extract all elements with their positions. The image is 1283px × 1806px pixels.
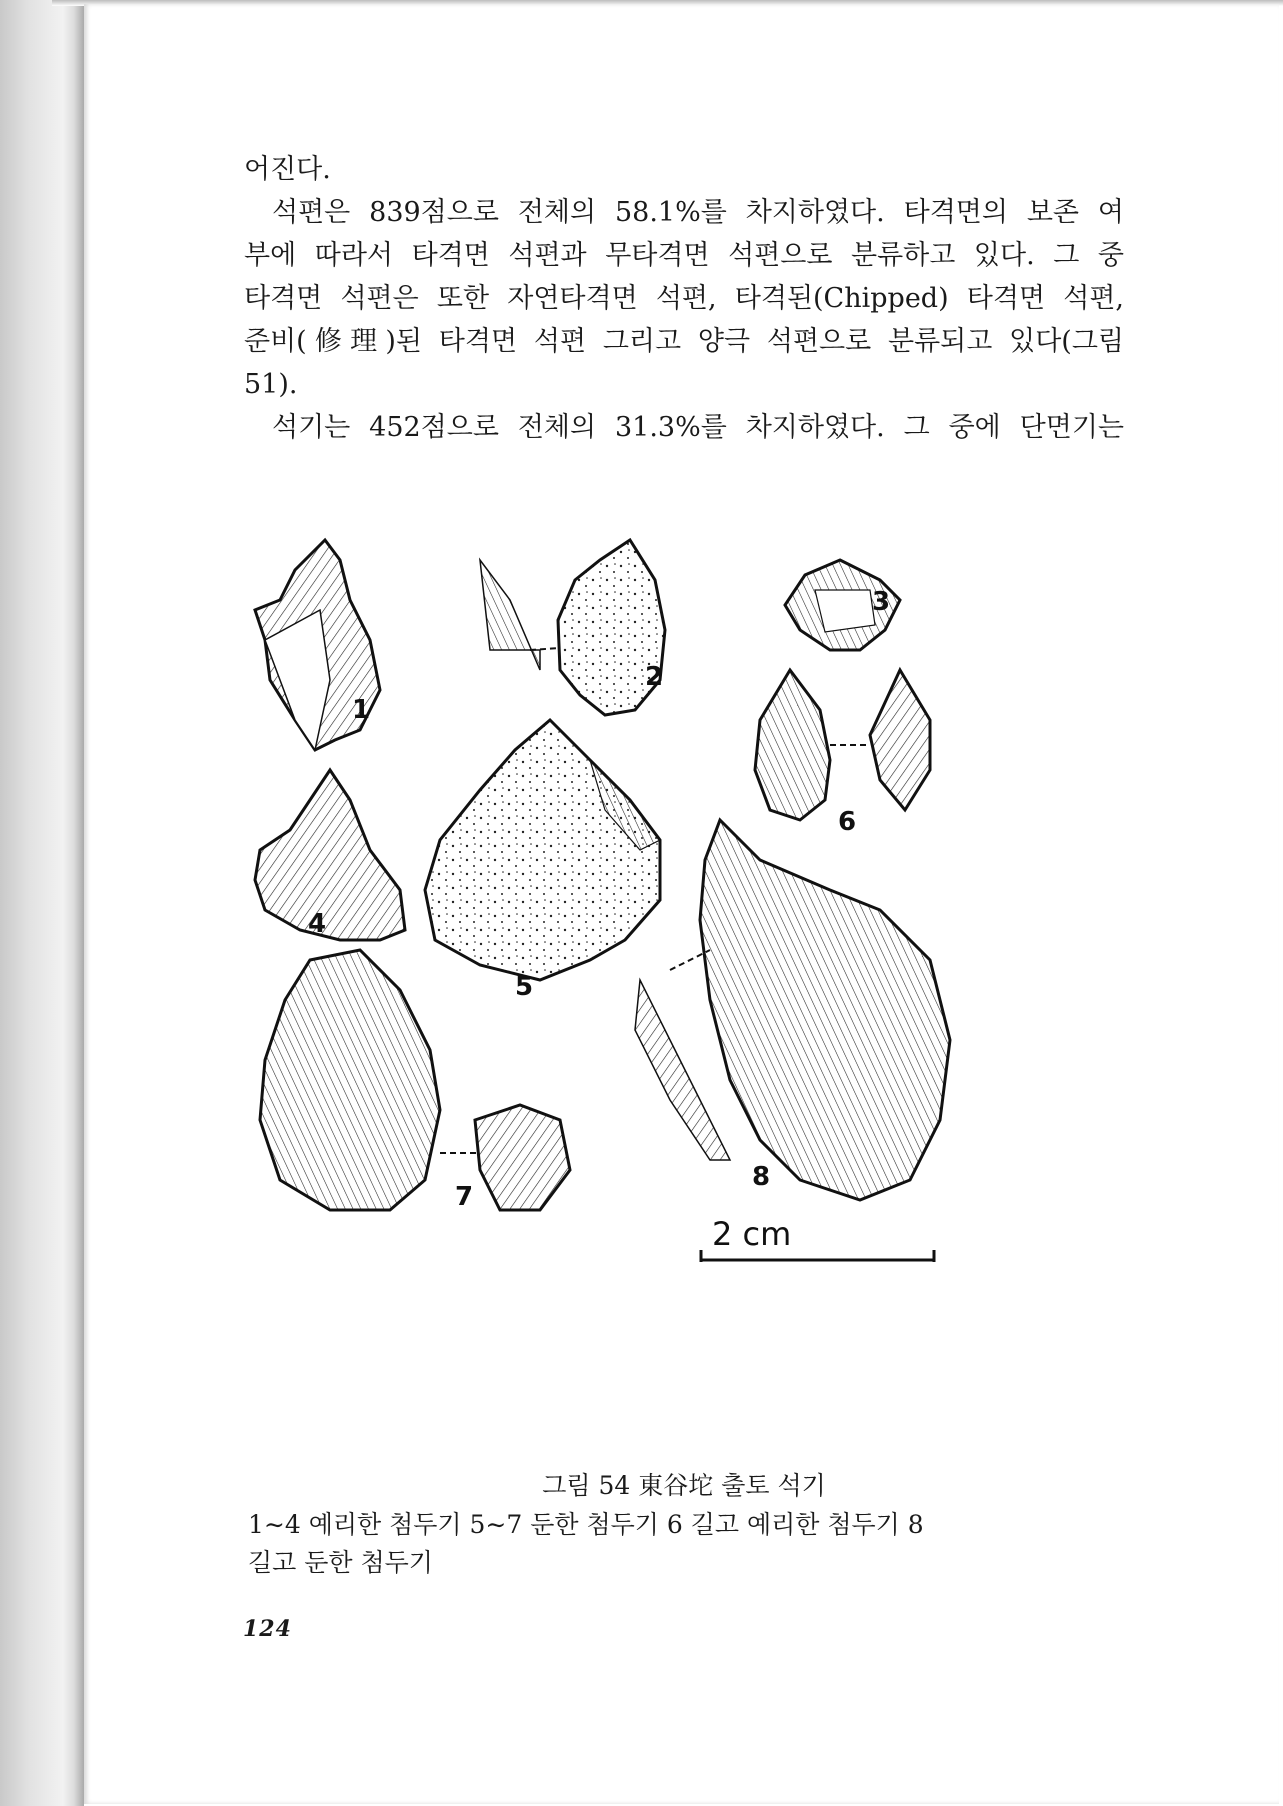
paragraph-line: 석기는 452점으로 전체의 31.3%를 차지하였다. 그 중에 단면기는: [272, 412, 1124, 443]
scale-bar-label: 2 cm: [712, 1215, 792, 1253]
book-edge: [0, 0, 84, 1806]
figure-caption-description: [248, 1506, 1108, 1582]
figure-label-3: 3: [872, 587, 891, 617]
paragraph-line: 석편은 839점으로 전체의 58.1%를 차지하였다. 타격면의 보존 여: [272, 197, 1124, 228]
caption-description-line: 1∼4 예리한 첨두기 5∼7 둔한 첨두기 6 길고 예리한 첨두기 8: [248, 1510, 924, 1539]
body-text: [244, 148, 1124, 449]
paragraph-line: 타격면 석편은 또한 자연타격면 석편, 타격된(Chipped) 타격면 석편,: [244, 283, 1124, 314]
paragraph-line: 준비(修理)된 타격면 석편 그리고 양극 석편으로 분류되고 있다(그림: [244, 326, 1124, 357]
figure-label-1: 1: [352, 695, 371, 725]
figure-label-8: 8: [752, 1162, 771, 1192]
paragraph-line: 어진다.: [244, 154, 331, 185]
figure-caption-title: 그림 54 東谷坨 출토 석기: [542, 1471, 826, 1500]
figure-label-6: 6: [838, 807, 857, 837]
paragraph-line: 부에 따라서 타격면 석편과 무타격면 석편으로 분류하고 있다. 그 중: [244, 240, 1124, 271]
tool-6-drawing: [755, 670, 930, 820]
tool-5-drawing: [425, 720, 660, 980]
figure-label-4: 4: [308, 909, 327, 939]
figure-label-2: 2: [645, 662, 664, 692]
page-number: 124: [243, 1616, 292, 1642]
stone-tools-figure: [240, 520, 1120, 1470]
tool-2-drawing: [480, 540, 665, 715]
tool-4-drawing: [255, 770, 405, 940]
paragraph-line: 51).: [244, 369, 298, 400]
caption-description-line: 길고 둔한 첨두기: [248, 1548, 433, 1577]
figure-label-5: 5: [515, 972, 534, 1002]
stone-tools-illustration: [240, 520, 1120, 1470]
tool-8-drawing: [635, 820, 950, 1200]
figure-label-7: 7: [455, 1182, 474, 1212]
